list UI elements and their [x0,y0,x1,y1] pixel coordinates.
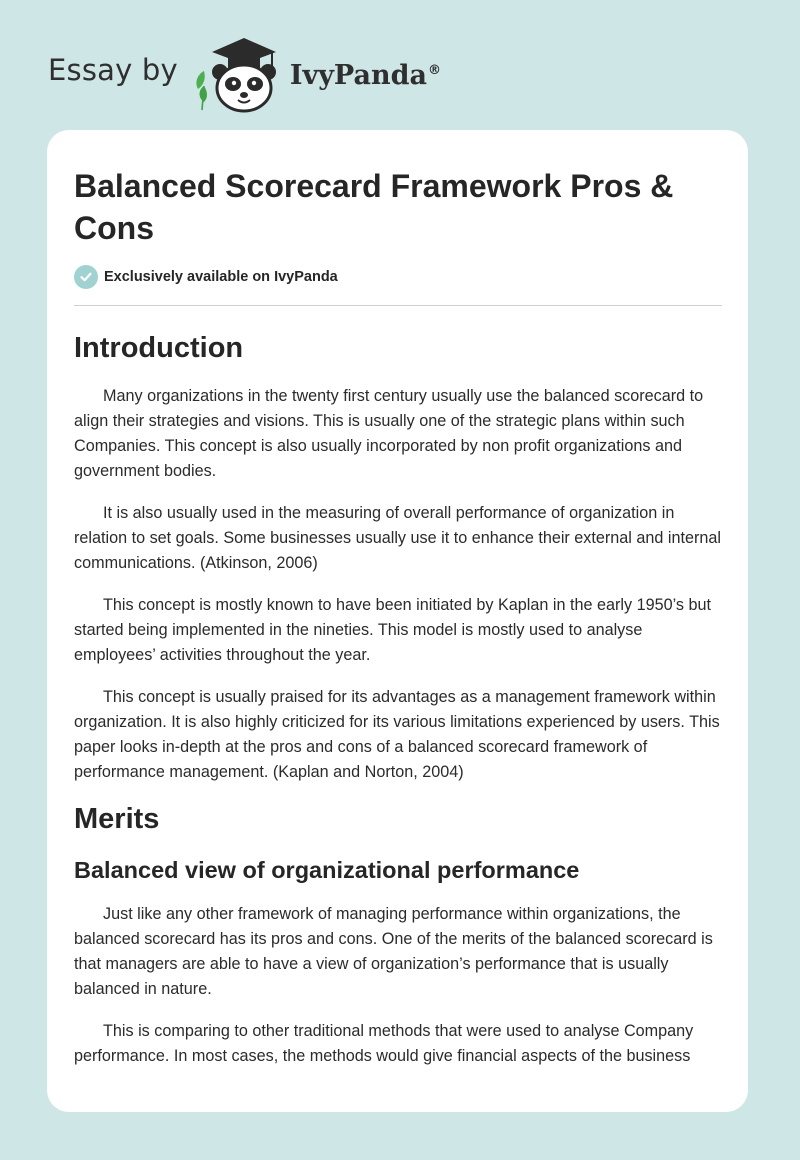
paragraph: Many organizations in the twenty first century usually use the balanced scorecard to align their strategies and visions. This is usually one of the strategic plans within such Companies. This concept is also usually incorporated by non profit organizations and government bodies. [74,387,704,480]
panda-logo-icon [192,34,284,114]
exclusive-badge [74,265,722,289]
brand-registered-mark: ® [427,62,441,78]
check-circle-icon [74,265,98,289]
brand-name-text: IvyPanda [289,59,427,91]
section-heading-introduction: Introduction [74,332,244,364]
paragraph: It is also usually used in the measuring of overall performance of organization in relation to set goals. Some businesses usually use it to enhance their external and internal communications. (Atkinson, 2006) [74,504,721,572]
badge-text: Exclusively available on IvyPanda [104,269,338,285]
paragraph: This concept is mostly known to have been initiated by Kaplan in the early 1950’s but started being implemented in the nineties. This model is mostly used to analyse employees’ activities throughout the year. [74,596,711,664]
paragraph: Just like any other framework of managing performance within organizations, the balanced scorecard has its pros and cons. One of the merits of the balanced scorecard is that managers are able to have a view of organization’s performance that is usually balanced in nature. [74,905,713,998]
brand-prefix: Essay by [48,53,178,87]
section-heading-merits: Merits [74,803,160,835]
essay-title: Balanced Scorecard Framework Pros & Cons [74,168,674,246]
subheading-balanced-view: Balanced view of organizational performance [74,857,580,883]
divider [74,305,722,306]
essay-card [47,130,748,1112]
brand-name [290,60,441,91]
brand-header[interactable] [48,34,441,114]
paragraph: This is comparing to other traditional methods that were used to analyse Company performance. In most cases, the methods would give financial aspects of the business [74,1022,694,1065]
paragraph: This concept is usually praised for its advantages as a management framework within organization. It is also highly criticized for its various limitations experienced by users. This paper looks in-depth at the pros and cons of a balanced scorecard framework of performance management. (Kaplan and Norton, 2004) [74,688,720,781]
